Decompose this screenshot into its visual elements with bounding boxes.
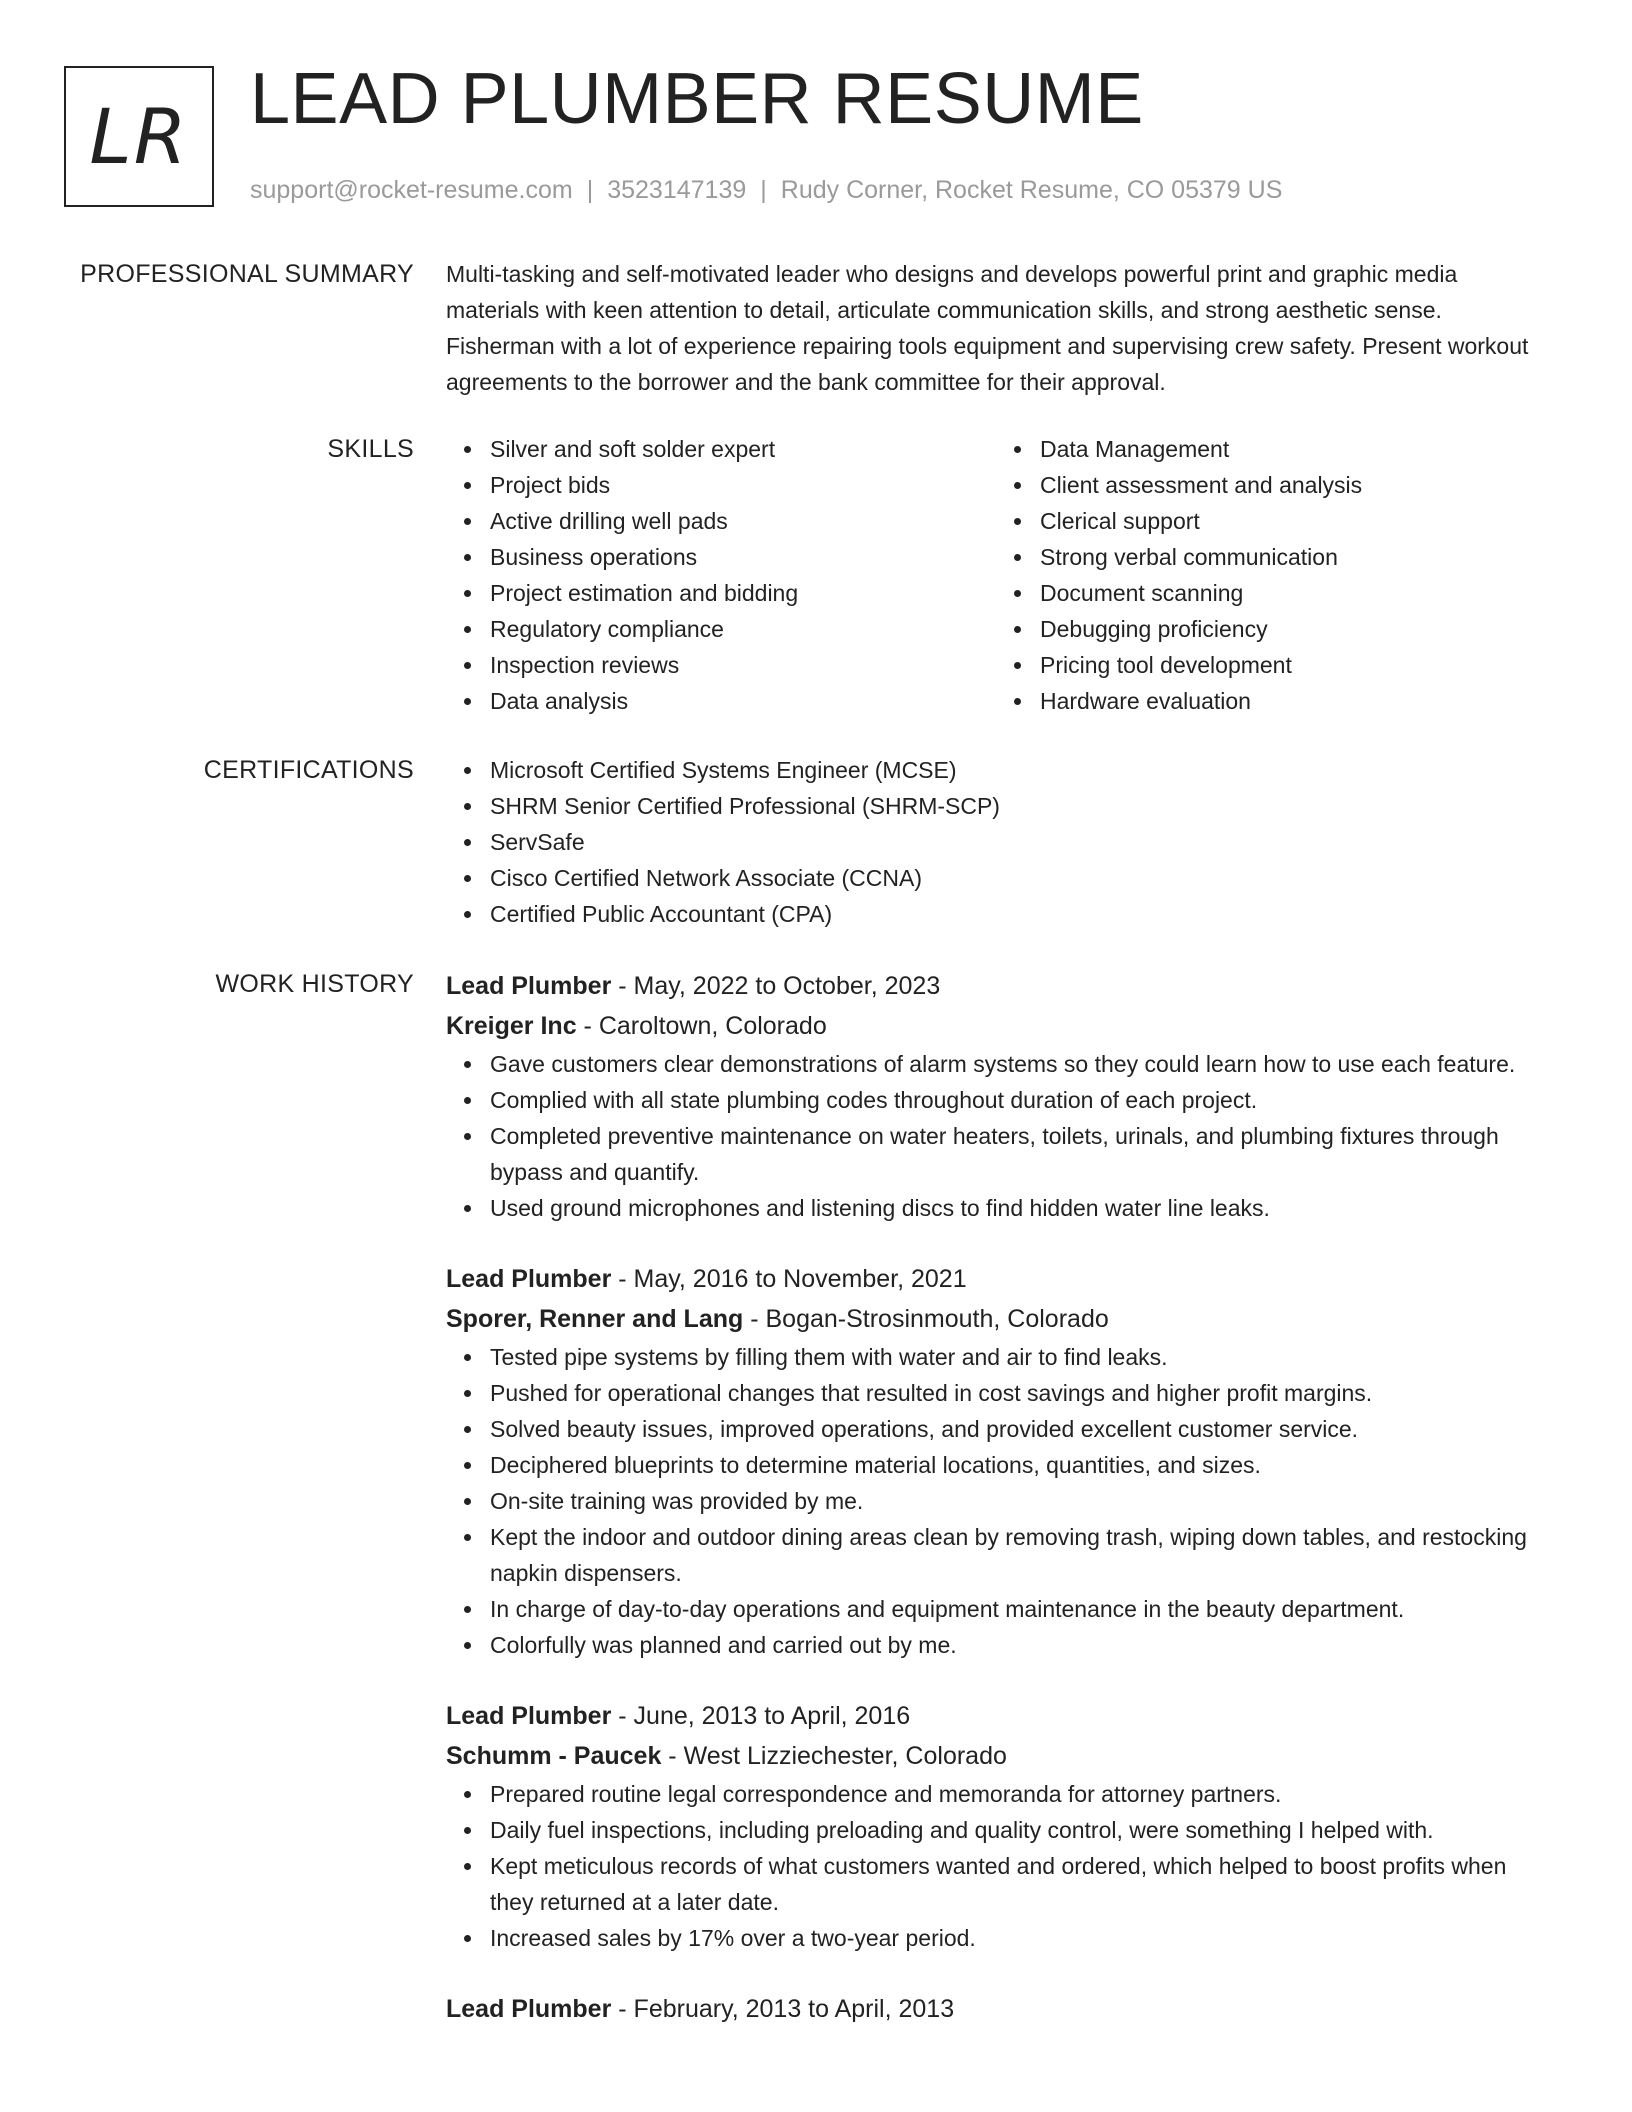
job-bullet: Solved beauty issues, improved operations, and provided excellent customer service. [490,1411,1556,1447]
skill-item: Client assessment and analysis [1040,467,1546,503]
job-title: Lead Plumber [446,1265,612,1293]
monogram-initials: LR [89,91,189,181]
skill-item: Active drilling well pads [490,503,996,539]
job-title-line [446,966,1556,1006]
skill-item: Strong verbal communication [1040,539,1546,575]
skill-item: Regulatory compliance [490,611,996,647]
section-label-certifications: CERTIFICATIONS [203,756,414,784]
job-bullet: Kept meticulous records of what customers wanted and ordered, which helped to boost profits when they returned at a later date. [490,1848,1556,1920]
page-title: LEAD PLUMBER RESUME [250,59,1144,139]
job-company-line [446,1006,1556,1046]
contact-separator: | [760,176,767,204]
job-company: Schumm - Paucek [446,1742,662,1770]
job-dates: - May, 2016 to November, 2021 [611,1265,967,1293]
job-company-line [446,1299,1556,1339]
job-title-line [446,1989,1556,2029]
job-location: - Caroltown, Colorado [576,1012,827,1040]
job-bullet: Completed preventive maintenance on water heaters, toilets, urinals, and plumbing fixtures through bypass and quantify. [490,1118,1556,1190]
job-bullet: Colorfully was planned and carried out by me. [490,1627,1556,1663]
certification-item: Certified Public Accountant (CPA) [490,896,1556,932]
skill-item: Data Management [1040,431,1546,467]
work-history-body [446,966,1556,2029]
section-label-summary: PROFESSIONAL SUMMARY [80,260,414,288]
skills-column-right [996,431,1546,719]
contact-email: support@rocket-resume.com [250,176,573,204]
certification-item: Cisco Certified Network Associate (CCNA) [490,860,1556,896]
skill-item: Clerical support [1040,503,1546,539]
skill-item: Inspection reviews [490,647,996,683]
job-dates: - February, 2013 to April, 2013 [611,1995,955,2023]
job-bullet: Increased sales by 17% over a two-year period. [490,1920,1556,1956]
skill-item: Project bids [490,467,996,503]
skill-item: Pricing tool development [1040,647,1546,683]
skill-item: Project estimation and bidding [490,575,996,611]
skills-column-left [446,431,996,719]
skill-item: Hardware evaluation [1040,683,1546,719]
skill-item: Debugging proficiency [1040,611,1546,647]
job-entry [446,1259,1556,1663]
certification-item: SHRM Senior Certified Professional (SHRM-SCP) [490,788,1556,824]
job-dates: - June, 2013 to April, 2016 [611,1702,911,1730]
certification-item: Microsoft Certified Systems Engineer (MCSE) [490,752,1556,788]
job-location: - Bogan-Strosinmouth, Colorado [743,1305,1109,1333]
contact-separator: | [586,176,594,204]
job-company: Kreiger Inc [446,1012,577,1040]
job-entry [446,966,1556,1226]
job-title: Lead Plumber [446,1995,612,2023]
contact-address: Rudy Corner, Rocket Resume, CO 05379 US [780,176,1283,204]
job-bullet: Tested pipe systems by filling them with water and air to find leaks. [490,1339,1556,1375]
skill-item: Business operations [490,539,996,575]
job-bullet: Pushed for operational changes that resulted in cost savings and higher profit margins. [490,1375,1556,1411]
contact-phone: 3523147139 [607,176,747,204]
skill-item: Silver and soft solder expert [490,431,996,467]
job-title-line [446,1259,1556,1299]
job-location: - West Lizziechester, Colorado [661,1742,1007,1770]
summary-text: Multi-tasking and self-motivated leader who designs and develops powerful print and graphic media materials with keen attention to detail, articulate communication skills, and strong aesthetic sense. Fisherman with a lot of experience repairing tools equipment and supervising crew safety. Present workout agreements to the borrower and the bank committee for their approval. [446,261,1529,395]
monogram-box [64,66,214,207]
summary-body [446,256,1556,400]
job-bullet: Used ground microphones and listening discs to find hidden water line leaks. [490,1190,1556,1226]
job-bullets [446,1046,1556,1226]
job-bullets [446,1776,1556,1956]
certification-item: ServSafe [490,824,1556,860]
job-bullet: Kept the indoor and outdoor dining areas clean by removing trash, wiping down tables, and restocking napkin dispensers. [490,1519,1556,1591]
job-bullet: Complied with all state plumbing codes throughout duration of each project. [490,1082,1556,1118]
job-bullet: In charge of day-to-day operations and equipment maintenance in the beauty department. [490,1591,1556,1627]
job-company: Sporer, Renner and Lang [446,1305,744,1333]
job-bullet: Prepared routine legal correspondence and memoranda for attorney partners. [490,1776,1556,1812]
job-bullet: Gave customers clear demonstrations of alarm systems so they could learn how to use each feature. [490,1046,1556,1082]
job-bullet: Daily fuel inspections, including preloading and quality control, were something I helped with. [490,1812,1556,1848]
job-entry [446,1696,1556,1956]
job-bullets [446,1339,1556,1663]
job-bullet: Deciphered blueprints to determine material locations, quantities, and sizes. [490,1447,1556,1483]
job-title: Lead Plumber [446,1702,612,1730]
job-company-line [446,1736,1556,1776]
section-label-skills: SKILLS [327,435,414,463]
job-bullet: On-site training was provided by me. [490,1483,1556,1519]
skills-body [446,431,1556,719]
skill-item: Data analysis [490,683,996,719]
resume-header [64,59,1564,216]
job-entry [446,1989,1556,2029]
skill-item: Document scanning [1040,575,1546,611]
job-title-line [446,1696,1556,1736]
section-label-work-history: WORK HISTORY [215,970,414,998]
contact-line [250,174,1282,207]
job-dates: - May, 2022 to October, 2023 [611,972,941,1000]
job-title: Lead Plumber [446,972,612,1000]
certifications-body [446,752,1556,932]
